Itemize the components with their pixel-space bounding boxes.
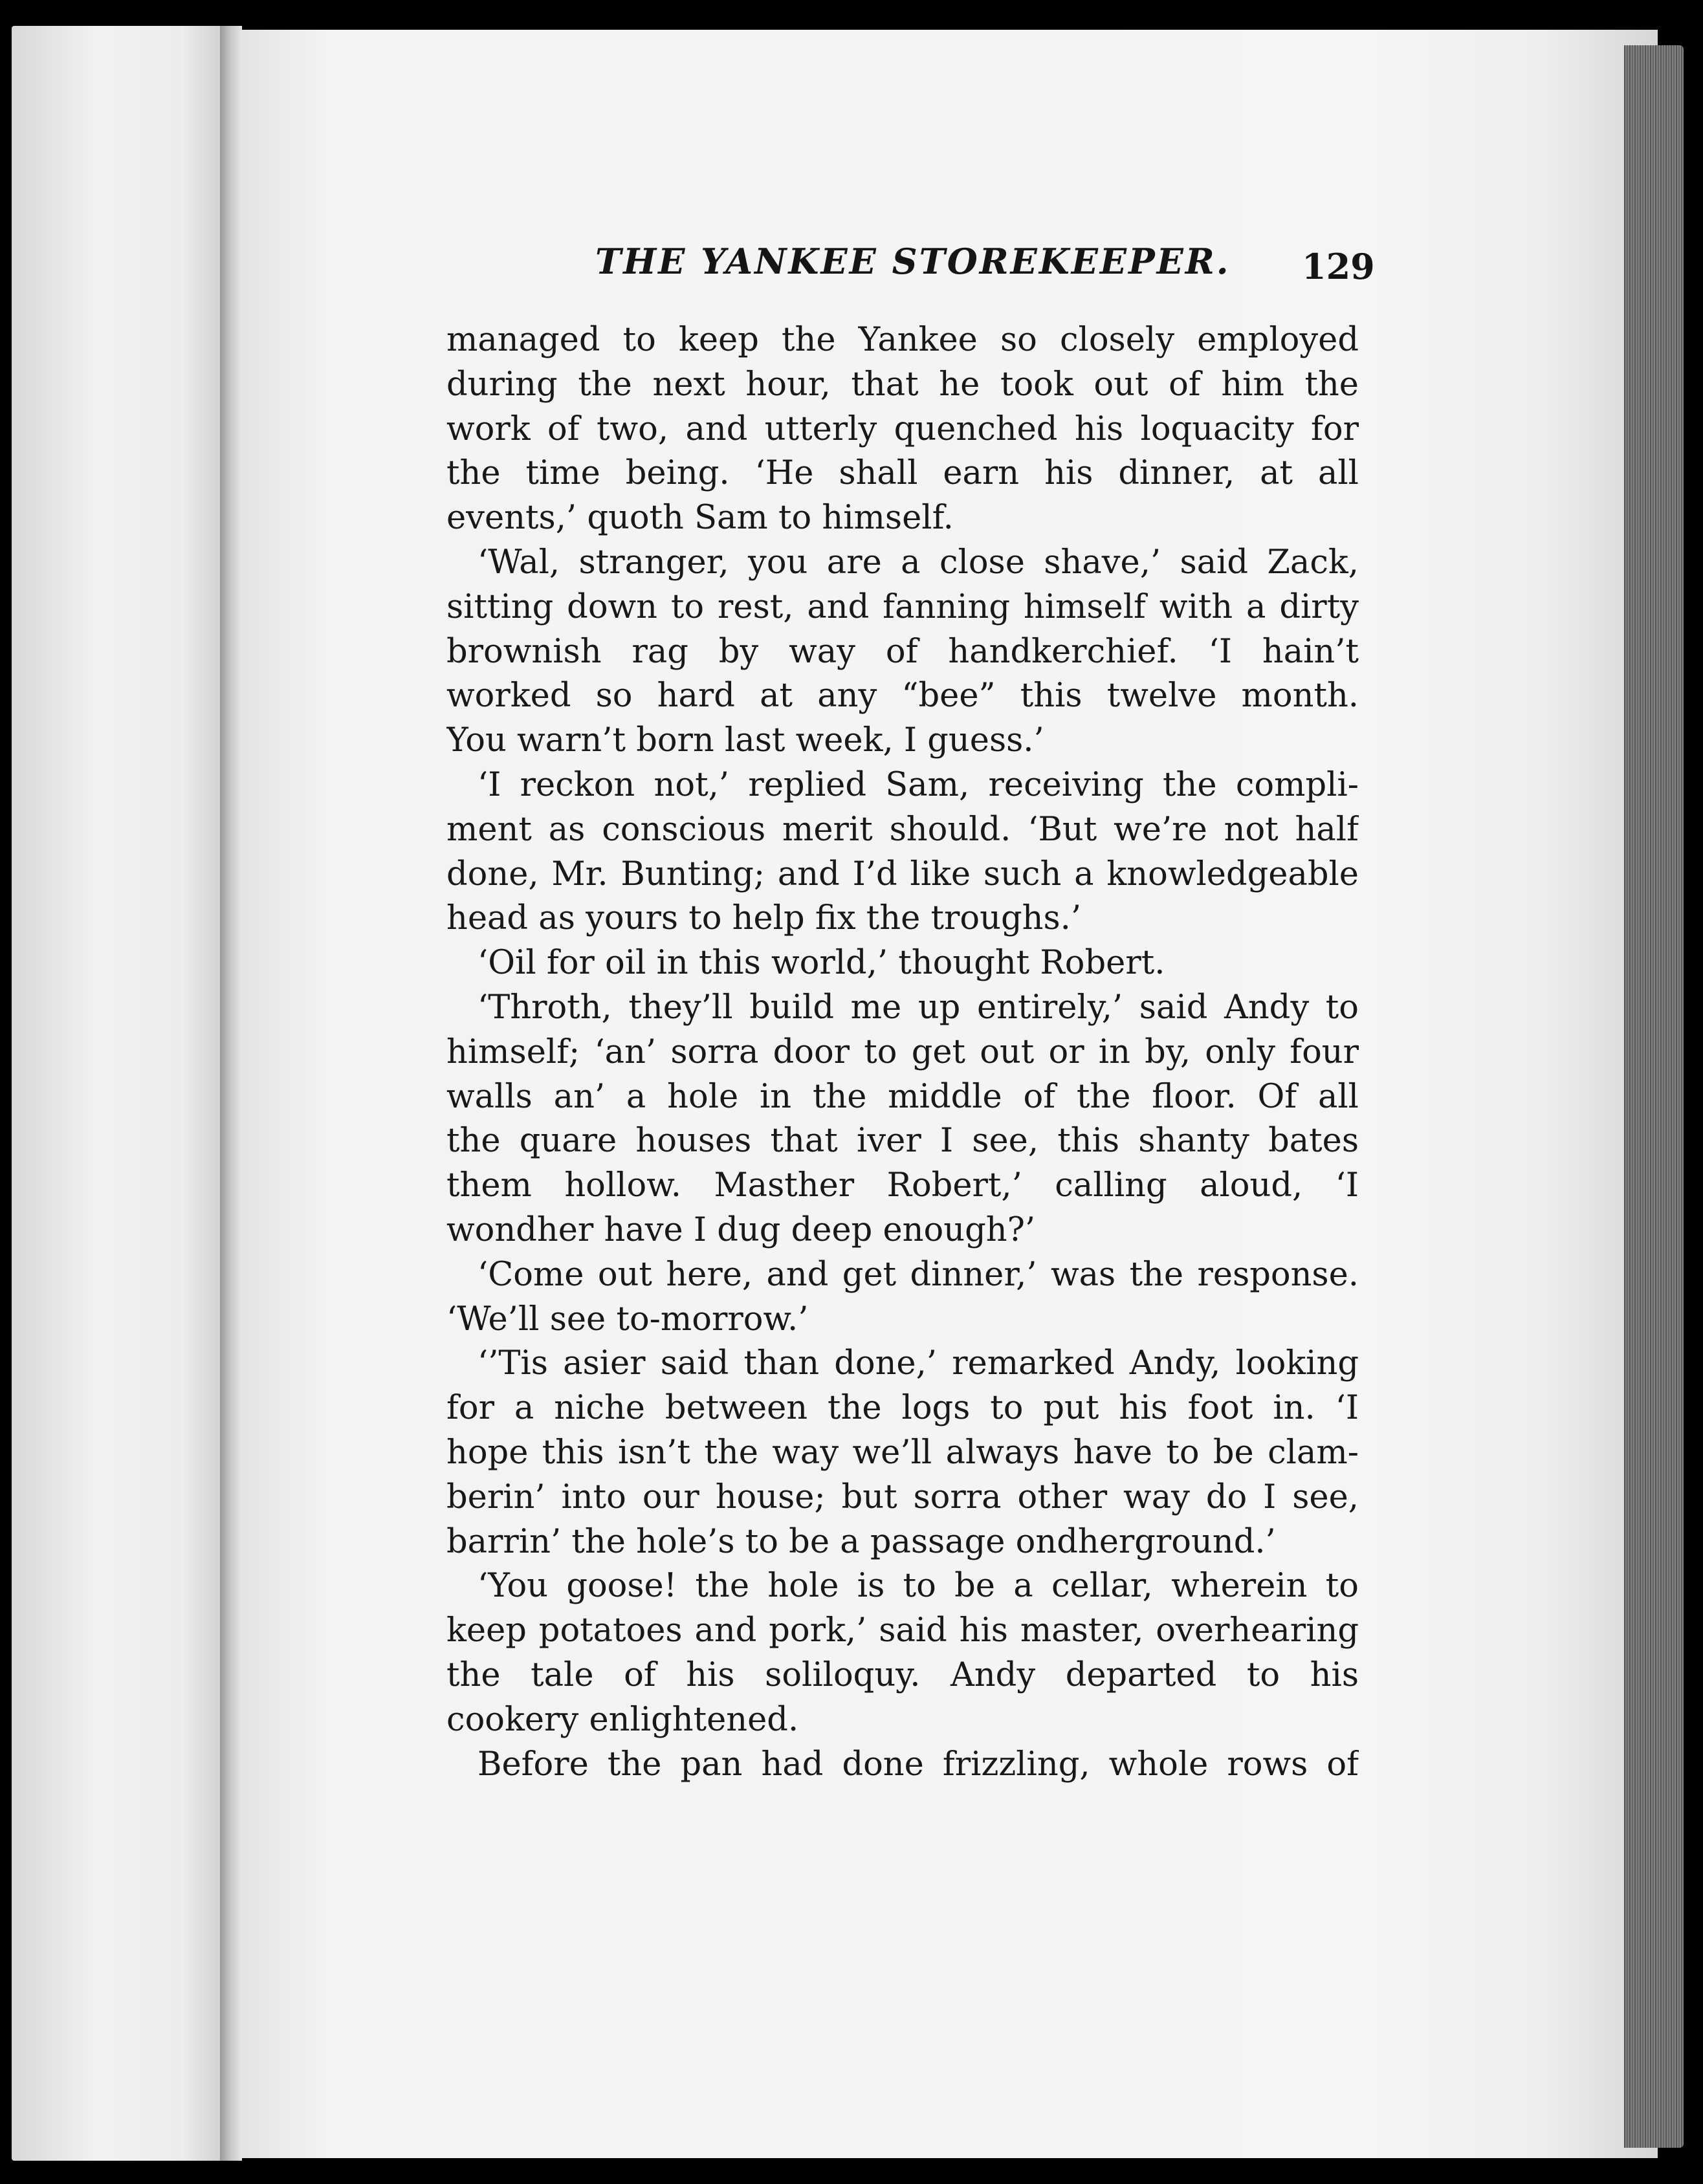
text-line: brownish rag by way of handkerchief. ‘I hain’t [446,632,1359,671]
running-title: THE YANKEE STOREKEEPER. [595,241,1231,282]
text-line: walls an’ a hole in the middle of the floor. Of all [446,1077,1359,1116]
page-stack-edge [1624,45,1684,2148]
text-line: ‘I reckon not,’ replied Sam, receiving the compli- [478,765,1359,804]
body-text [446,318,1359,1787]
text-line: them hollow. Masther Robert,’ calling aloud, ‘I [446,1166,1359,1205]
text-line: done, Mr. Bunting; and I’d like such a knowledgeable [446,855,1359,893]
text-line: events,’ quoth Sam to himself. [446,499,954,538]
text-line: cookery enlightened. [446,1700,799,1739]
text-line: head as yours to help fix the troughs.’ [446,899,1082,938]
text-line: sitting down to rest, and fanning himself with a dirty [446,587,1359,626]
text-line: the quare houses that iver I see, this shanty bates [446,1122,1359,1161]
text-line: ‘We’ll see to-morrow.’ [446,1300,809,1338]
text-line: ‘Come out here, and get dinner,’ was the response. [478,1255,1359,1294]
text-line: himself; ‘an’ sorra door to get out or in by, only four [446,1032,1359,1071]
text-line: wondher have I dug deep enough?’ [446,1210,1036,1249]
text-line: hope this isn’t the way we’ll always have to be clam- [446,1433,1359,1472]
text-line: ment as conscious merit should. ‘But we’re not half [446,810,1359,849]
text-line: worked so hard at any “bee” this twelve month. [446,677,1359,715]
text-line: ‘Oil for oil in this world,’ thought Robert. [478,944,1165,983]
text-line: ‘’Tis asier said than done,’ remarked Andy, looking [478,1344,1359,1383]
text-line: for a niche between the logs to put his foot in. ‘I [446,1389,1359,1428]
text-line: berin’ into our house; but sorra other way do I see, [446,1478,1359,1516]
text-line: work of two, and utterly quenched his loquacity for [446,410,1359,448]
text-line: barrin’ the hole’s to be a passage ondherground.’ [446,1522,1276,1561]
text-line: ‘Wal, stranger, you are a close shave,’ said Zack, [478,543,1359,582]
text-line: Before the pan had done frizzling, whole rows of [478,1745,1359,1784]
text-line: ‘Throth, they’ll build me up entirely,’ said Andy to [478,988,1359,1027]
text-line: the time being. ‘He shall earn his dinner, at all [446,454,1359,493]
text-line: during the next hour, that he took out of him the [446,365,1359,404]
page-number: 129 [1302,246,1375,287]
text-line: ‘You goose! the hole is to be a cellar, wherein to [478,1567,1359,1606]
text-line: You warn’t born last week, I guess.’ [446,721,1044,760]
text-line: the tale of his soliloquy. Andy departed to his [446,1655,1359,1694]
previous-page-edge [12,26,225,2161]
book-gutter [220,26,242,2161]
text-line: managed to keep the Yankee so closely employed [446,321,1359,359]
text-line: keep potatoes and pork,’ said his master, overhearing [446,1611,1359,1650]
